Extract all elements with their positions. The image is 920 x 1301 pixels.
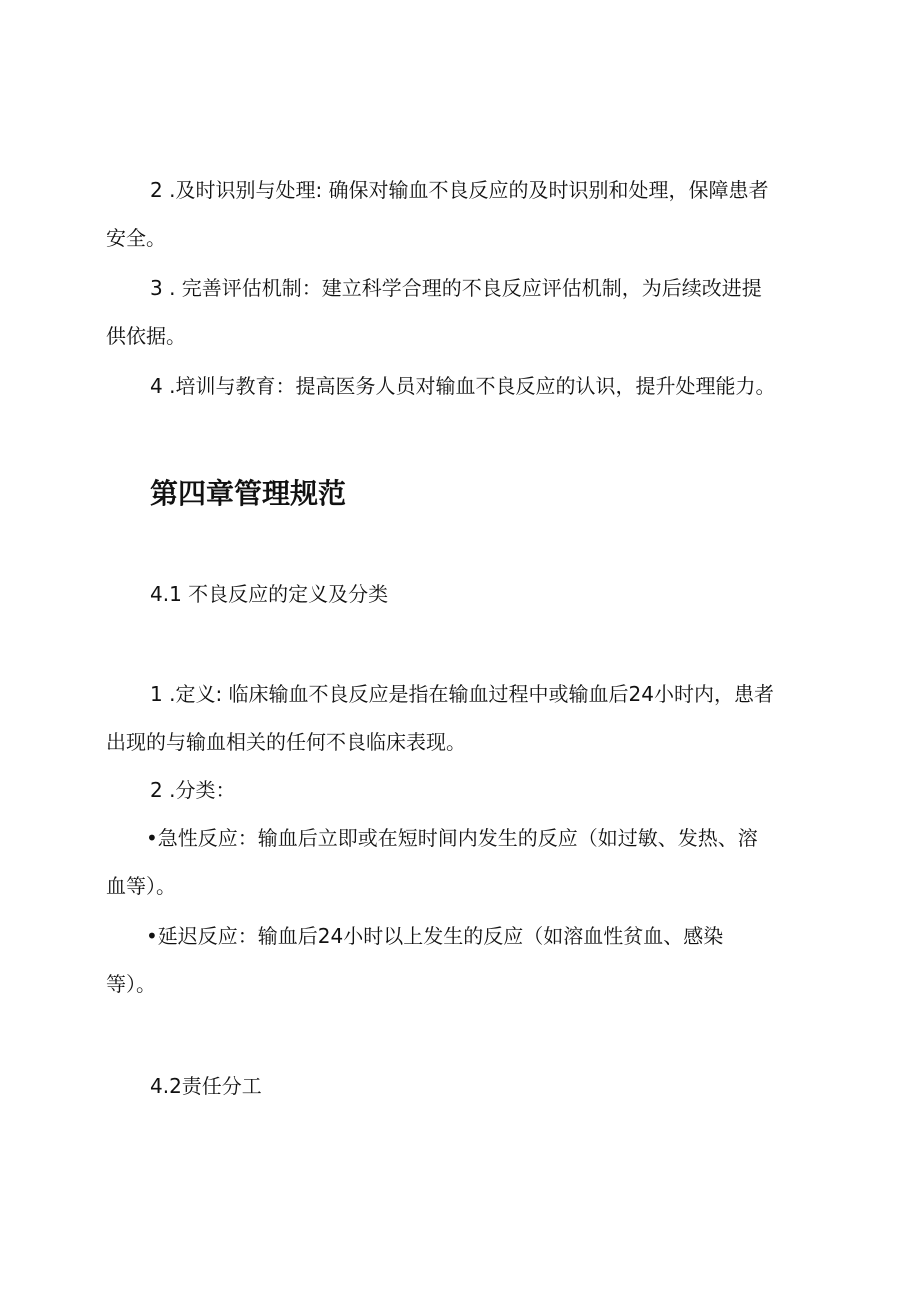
goal-item-3-line1: 3 . 完善评估机制：建立科学合理的不良反应评估机制，为后续改进提 xyxy=(150,276,762,300)
definition-line2: 出现的与输血相关的任何不良临床表现。 xyxy=(106,730,466,754)
acute-reaction-line1: •急性反应：输血后立即或在短时间内发生的反应（如过敏、发热、溶 xyxy=(146,826,758,850)
section-4-1-title: 4.1 不良反应的定义及分类 xyxy=(150,582,389,606)
acute-reaction-line2: 血等）。 xyxy=(106,874,176,898)
section-4-2-title: 4.2责任分工 xyxy=(150,1074,262,1098)
goal-item-3-line2: 供依据。 xyxy=(106,324,186,348)
definition-line1: 1 .定义: 临床输血不良反应是指在输血过程中或输血后24小时内，患者 xyxy=(150,682,774,706)
goal-item-2-line2: 安全。 xyxy=(106,226,166,250)
goal-item-4-line1: 4 .培训与教育：提高医务人员对输血不良反应的认识，提升处理能力。 xyxy=(150,374,776,398)
chapter-title: 第四章管理规范 xyxy=(150,477,347,510)
delayed-reaction-line2: 等）。 xyxy=(106,972,156,996)
delayed-reaction-line1: •延迟反应：输血后24小时以上发生的反应（如溶血性贫血、感染 xyxy=(146,924,724,948)
goal-item-2-line1: 2 .及时识别与处理: 确保对输血不良反应的及时识别和处理，保障患者 xyxy=(150,178,769,202)
classification-label: 2 .分类： xyxy=(150,778,236,802)
